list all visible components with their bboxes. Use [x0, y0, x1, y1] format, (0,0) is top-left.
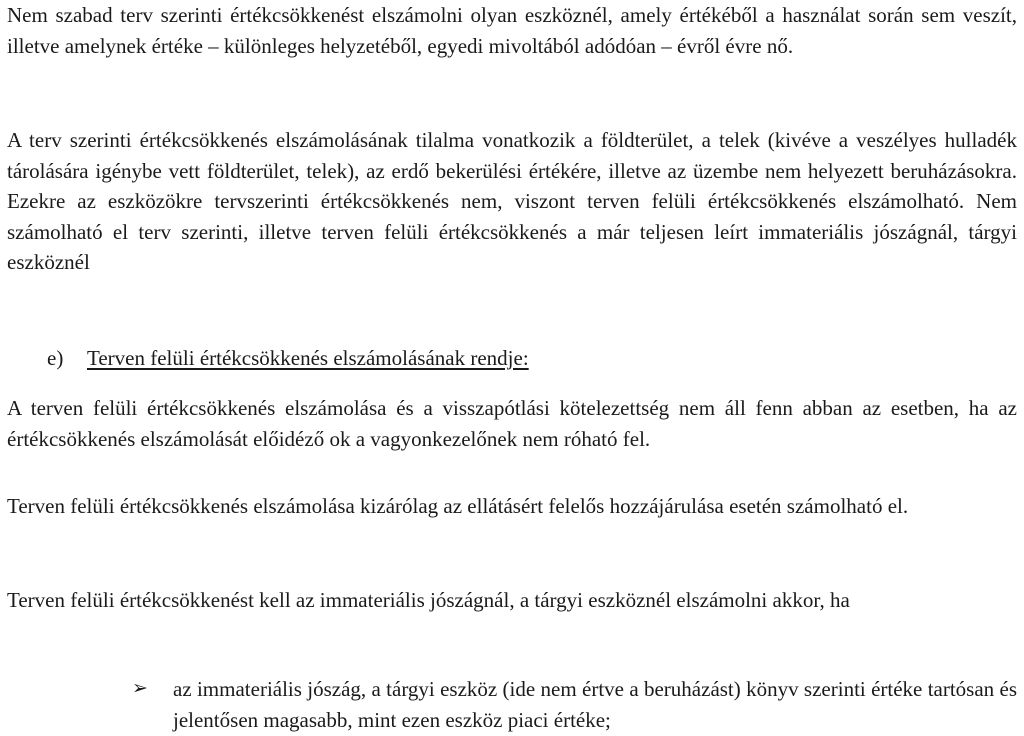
- section-heading-e: [47, 343, 529, 373]
- bullet-item-book-value: az immateriális jószág, a tárgyi eszköz (ide nem értve a beruházást) könyv szerinti értéke tartósan és jelentősen magasabb, mint ezen eszköz piaci értéke;: [173, 677, 1017, 732]
- paragraph-depreciation-prohibition: A terv szerinti értékcsökkenés elszámolásának tilalma vonatkozik a földterület, a telek (kivéve a veszélyes hulladék tárolására igénybe vett földterület, telek), az erdő bekerülési értékére, illetve az üzembe nem helyezett beruházásokra. Ezekre az eszközökre tervszerinti értékcsökkenés nem, viszont terven felüli értékcsökkenés elszámolható. Nem számolható el terv szerinti, illetve terven felüli értékcsökkenés a már teljesen leírt immateriális jószágnál, tárgyi eszköznél: [7, 128, 1017, 274]
- paragraph-approval-required: Terven felüli értékcsökkenés elszámolása kizárólag az ellátásért felelős hozzájárulása esetén számolható el.: [7, 494, 909, 518]
- section-title: Terven felüli értékcsökkenés elszámolásának rendje:: [87, 346, 529, 370]
- bullet-arrow-icon: ➢: [132, 678, 148, 699]
- paragraph-no-depreciation: Nem szabad terv szerinti értékcsökkenést elszámolni olyan eszköznél, amely értékéből a használat során sem veszít, illetve amelynek értéke – különleges helyzetéből, egyedi mivoltából adódóan – évről évre nő.: [7, 3, 1017, 58]
- paragraph-when-required: Terven felüli értékcsökkenést kell az immateriális jószágnál, a tárgyi eszköznél elszámolni akkor, ha: [7, 588, 850, 612]
- section-letter: e): [47, 346, 64, 370]
- paragraph-replacement-obligation: A terven felüli értékcsökkenés elszámolása és a visszapótlási kötelezettség nem áll fenn abban az esetben, ha az értékcsökkenés elszámolását előidéző ok a vagyonkezelőnek nem róható fel.: [7, 396, 1017, 451]
